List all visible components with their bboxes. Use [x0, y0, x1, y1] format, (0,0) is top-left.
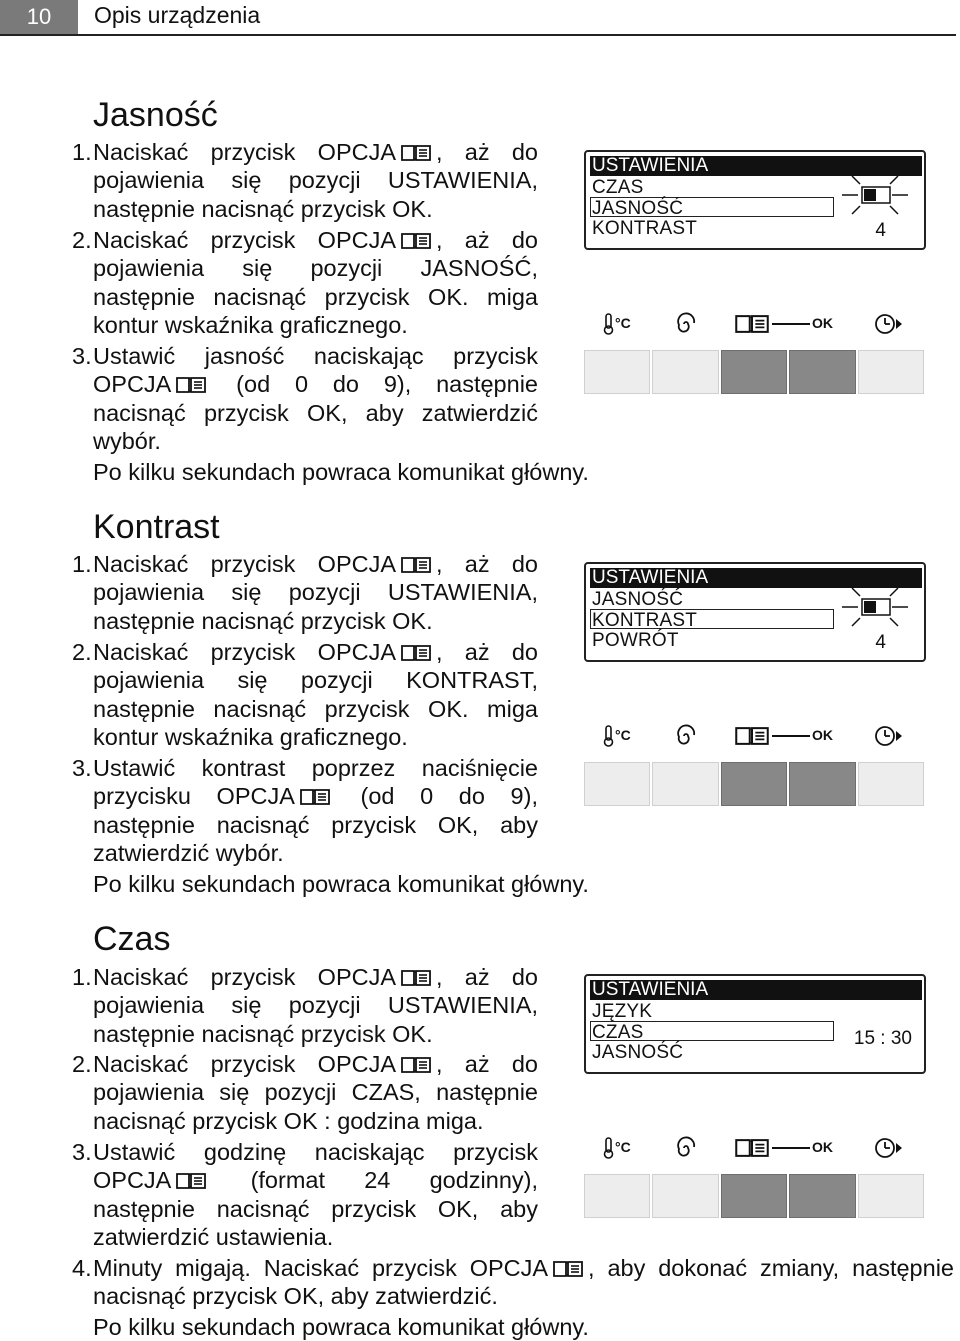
display-line-selected: CZAS — [592, 1022, 644, 1043]
timer-clock-icon[interactable] — [874, 1136, 904, 1160]
section-title-kontrast: Kontrast — [93, 508, 220, 546]
step-number: 2. — [72, 1051, 92, 1077]
display-line: KONTRAST — [592, 218, 698, 239]
display-line: JĘZYK — [592, 1001, 653, 1022]
step-number: 1. — [72, 964, 92, 990]
option-book-icon — [400, 143, 432, 163]
display-line-selected: JASNOŚĆ — [592, 198, 684, 219]
svg-text:°C: °C — [615, 727, 631, 743]
display-line: POWRÓT — [592, 630, 679, 651]
button-strip — [584, 762, 924, 806]
contrast-gauge-icon — [842, 586, 908, 636]
fan-spiral-icon[interactable] — [674, 312, 698, 336]
step-2: 2. Naciskać przycisk OPCJA , aż do pojawienia się pozycji KONTRAST, następnie nacisnąć przycisk OK. miga kontur wskaźnika graficznego. — [72, 639, 538, 750]
step-3: 3. Ustawić kontrast poprzez naciśnięcie przycisku OPCJA (od 0 do 9), następnie nacisnąć przycisk OK, aby zatwierdzić wybór. — [72, 755, 538, 866]
page-header-title: Opis urządzenia — [94, 2, 261, 28]
option-book-icon[interactable] — [734, 724, 770, 748]
display-value: 4 — [875, 220, 886, 241]
fan-spiral-icon[interactable] — [674, 724, 698, 748]
panel-key-1[interactable] — [584, 1174, 650, 1218]
option-book-icon — [400, 968, 432, 988]
step-2: 2. Naciskać przycisk OPCJA , aż do pojawienia się pozycji CZAS, następnie nacisnąć przycisk OK : godzina miga. — [72, 1051, 538, 1134]
thermometer-icon — [602, 312, 636, 336]
svg-text:°C: °C — [615, 1139, 631, 1155]
ok-label[interactable]: OK — [812, 1139, 833, 1155]
option-book-icon — [400, 555, 432, 575]
step-number: 1. — [72, 551, 92, 577]
step-1: 1. Naciskać przycisk OPCJA , aż do pojawienia się pozycji USTAWIENIA, następnie nacisnąć przycisk OK. — [72, 964, 538, 1047]
panel-key-5[interactable] — [858, 762, 924, 806]
option-book-icon — [400, 231, 432, 251]
option-book-icon[interactable] — [734, 312, 770, 336]
page-number: 10 — [0, 0, 78, 34]
step-number: 2. — [72, 227, 92, 253]
panel-key-2[interactable] — [652, 350, 718, 394]
step-number: 1. — [72, 139, 92, 165]
panel-key-1[interactable] — [584, 350, 650, 394]
control-panel — [584, 312, 924, 344]
display-line: CZAS — [592, 177, 644, 198]
display-header: USTAWIENIA — [590, 980, 922, 1000]
display-value: 4 — [875, 632, 886, 653]
display-line-selected: KONTRAST — [592, 610, 698, 631]
timer-clock-icon[interactable] — [874, 312, 904, 336]
step-4: 4. Minuty migają. Naciskać przycisk OPCJA , aby dokonać zmiany, następnie nacisnąć przycisk OK, aby zatwierdzić. — [72, 1255, 954, 1310]
option-book-icon — [175, 375, 207, 395]
note-text: Po kilku sekundach powraca komunikat główny. — [93, 1314, 589, 1340]
control-panel — [584, 724, 924, 756]
option-book-icon — [175, 1171, 207, 1191]
control-panel — [584, 1136, 924, 1168]
display-line: JASNOŚĆ — [592, 589, 684, 610]
clock-value: 15 : 30 — [853, 1028, 912, 1049]
button-strip — [584, 350, 924, 394]
brightness-gauge-icon — [842, 174, 908, 224]
panel-key-1[interactable] — [584, 762, 650, 806]
option-book-icon — [552, 1259, 584, 1279]
gauge-fill — [864, 189, 876, 201]
header-divider — [0, 34, 956, 36]
step-number: 3. — [72, 755, 92, 781]
ok-label[interactable]: OK — [812, 727, 833, 743]
display-screen — [584, 562, 926, 662]
display-screen — [584, 150, 926, 250]
panel-key-4-pressed[interactable] — [789, 1174, 855, 1218]
timer-clock-icon[interactable] — [874, 724, 904, 748]
gauge-fill — [864, 601, 876, 613]
panel-key-5[interactable] — [858, 1174, 924, 1218]
panel-key-3-pressed[interactable] — [721, 350, 787, 394]
step-2: 2. Naciskać przycisk OPCJA , aż do pojawienia się pozycji JASNOŚĆ, następnie nacisnąć przycisk OK. miga kontur wskaźnika graficznego. — [72, 227, 538, 338]
section-title-jasnosc: Jasność — [93, 96, 218, 134]
panel-key-2[interactable] — [652, 762, 718, 806]
display-line: JASNOŚĆ — [592, 1042, 684, 1063]
step-1: 1. Naciskać przycisk OPCJA , aż do pojawienia się pozycji USTAWIENIA, następnie nacisnąć przycisk OK. — [72, 139, 538, 222]
fan-spiral-icon[interactable] — [674, 1136, 698, 1160]
step-3: 3. Ustawić jasność naciskając przycisk OPCJA (od 0 do 9), następnie nacisnąć przycisk OK, aby zatwierdzić wybór. — [72, 343, 538, 454]
display-header: USTAWIENIA — [590, 156, 922, 176]
ok-line-icon — [772, 312, 812, 336]
svg-text:°C: °C — [615, 315, 631, 331]
ok-label[interactable]: OK — [812, 315, 833, 331]
step-number: 4. — [72, 1255, 92, 1281]
option-book-icon — [400, 1055, 432, 1075]
panel-key-4-pressed[interactable] — [789, 350, 855, 394]
option-book-icon[interactable] — [734, 1136, 770, 1160]
thermometer-icon — [602, 724, 636, 748]
section-title-czas: Czas — [93, 920, 171, 958]
step-number: 3. — [72, 343, 92, 369]
panel-key-4-pressed[interactable] — [789, 762, 855, 806]
display-screen — [584, 974, 926, 1074]
note-text: Po kilku sekundach powraca komunikat główny. — [93, 871, 589, 897]
display-header: USTAWIENIA — [590, 568, 922, 588]
button-strip — [584, 1174, 924, 1218]
ok-line-icon — [772, 724, 812, 748]
step-number: 3. — [72, 1139, 92, 1165]
thermometer-icon — [602, 1136, 636, 1160]
option-book-icon — [299, 787, 331, 807]
panel-key-5[interactable] — [858, 350, 924, 394]
ok-line-icon — [772, 1136, 812, 1160]
note-text: Po kilku sekundach powraca komunikat główny. — [93, 459, 589, 485]
panel-key-3-pressed[interactable] — [721, 762, 787, 806]
panel-key-3-pressed[interactable] — [721, 1174, 787, 1218]
option-book-icon — [400, 643, 432, 663]
step-number: 2. — [72, 639, 92, 665]
step-3: 3. Ustawić godzinę naciskając przycisk OPCJA (format 24 godzinny), następnie nacisnąć przycisk OK, aby zatwierdzić ustawienia. — [72, 1139, 538, 1250]
step-1: 1. Naciskać przycisk OPCJA , aż do pojawienia się pozycji USTAWIENIA, następnie nacisnąć przycisk OK. — [72, 551, 538, 634]
panel-key-2[interactable] — [652, 1174, 718, 1218]
